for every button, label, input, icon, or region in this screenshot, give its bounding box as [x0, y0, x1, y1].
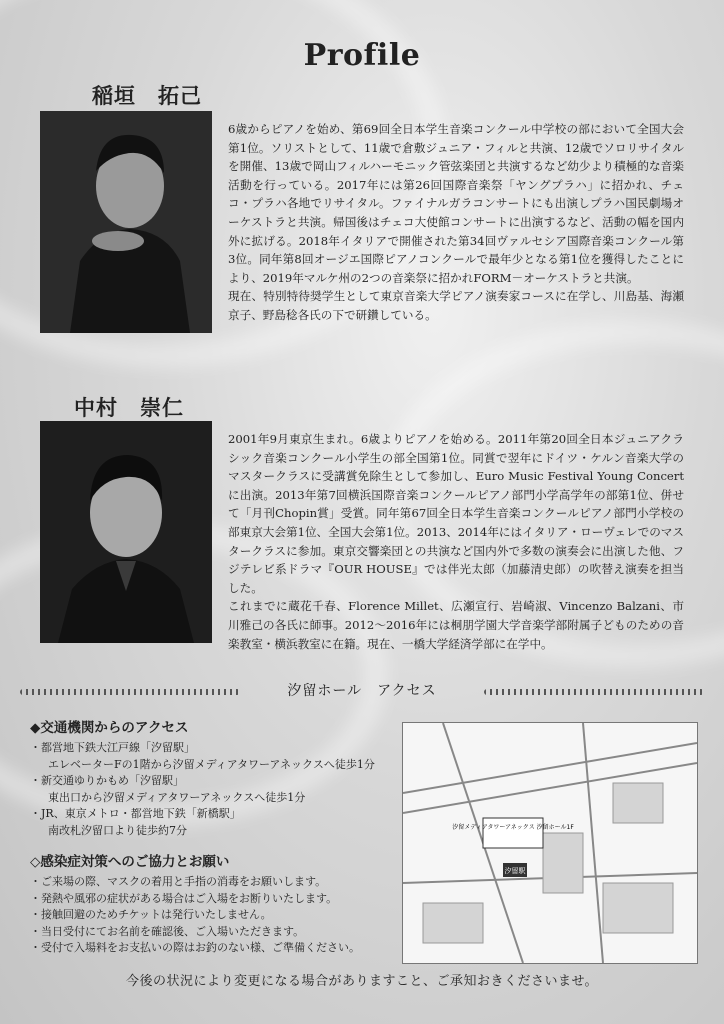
page-title: Profile: [303, 38, 421, 73]
list-item: エレベーターFの1階から汐留メディアタワーアネックスへ徒歩1分: [48, 757, 375, 771]
transport-heading: ◆交通機関からのアクセス: [30, 720, 189, 736]
performer-bio: [228, 430, 684, 653]
covid-list: [30, 874, 400, 957]
list-item: 東出口から汐留メディアタワーアネックスへ徒歩1分: [48, 790, 306, 804]
list-item: ・都営地下鉄大江戸線「汐留駅」: [30, 741, 195, 754]
access-map: [402, 722, 698, 964]
footer-note: 今後の状況により変更になる場合がありますこと、ご承知おきくださいませ。: [125, 974, 599, 989]
list-item: ・新交通ゆりかもめ「汐留駅」: [30, 774, 184, 787]
access-heading: 汐留ホール アクセス: [287, 683, 437, 699]
list-item: ・接触回避のためチケットは発行いたしません。: [30, 908, 272, 921]
performer-photo: [40, 421, 212, 643]
bio-paragraph: 現在、特別特待奨学生として東京音楽大学ピアノ演奏家コースに在学し、川島基、海瀬京子、野島稔各氏の下で研鑽している。: [228, 289, 684, 322]
performer-photo: [40, 111, 212, 333]
list-item: ・JR、東京メトロ・都営地下鉄「新橋駅」: [30, 807, 241, 820]
bio-paragraph: 2001年9月東京生まれ。6歳よりピアノを始める。2011年第20回全日本ジュニアクラシック音楽コンクール小学生の部全国第1位。同賞で翌年にドイツ・ケルン音楽大学のマスタークラスに受講賞免除生として参加し、Euro Music Festival Young Concertに出演。2013年第7回横浜国際音楽コンクールピアノ部門小学高学年の部第1位、併せて「月刊Chopin賞」受賞。同年第67回全日本学生音楽コンクールピアノ部門小学校の部東京大会第1位、全国大会第1位。2013、2014年にはイタリア・ローヴェレでのマスタークラスに参加。東京交響楽団との共演など国内外で多数の演奏会に出演した他、フジテレビ系ドラマ『OUR HOUSE』では伴光太郎（加藤清史郎）の吹替え演奏を担当した。: [228, 432, 684, 595]
list-item: ・当日受付にてお名前を確認後、ご入場いただきます。: [30, 924, 305, 938]
performer-bio: [228, 120, 684, 325]
covid-heading: ◇感染症対策へのご協力とお願い: [30, 854, 230, 870]
list-item: ・ご来場の際、マスクの着用と手指の消毒をお願いします。: [30, 875, 327, 888]
list-item: ・受付で入場料をお支払いの際はお釣のない様、ご準備ください。: [30, 941, 360, 954]
map-hall-label: 汐留メディアタワーアネックス 汐留ホール1F: [452, 824, 574, 831]
bio-paragraph: 6歳からピアノを始め、第69回全日本学生音楽コンクール中学校の部において全国大会第1位。ソリストとして、11歳で倉敷ジュニア・フィルと共演、12歳でソロリサイタルを開催、13歳で岡山フィルハーモニック管弦楽団と共演するなど幼少より積極的な音楽活動を行っている。2017年には第26回国際音楽祭「ヤングプラハ」に招かれ、チェコ・プラハ各地でリサイタル。ファイナルガラコンサートにも出演しプラハ国民劇場オーケストラと共演。帰国後はチェコ大使館コンサートに出演するなど、活動の幅を国内外に拡げる。2018年イタリアで開催された第34回ヴァルセシア国際音楽コンクール第3位。同年第8回オージエ国際ピアノコンクールで最年少となる第1位を獲得したことにより、2019年マルケ州の2つの音楽祭に招かれFORM－オーケストラと共演。: [228, 122, 684, 285]
map-station-label: 汐留駅: [504, 867, 526, 875]
bio-paragraph: これまでに蔵花千春、Florence Millet、広瀬宣行、岩崎淑、Vincenzo Balzani、市川雅己の各氏に師事。2012～2016年には桐朋学園大学音楽学部附属子どものための音楽教室・横浜教室に在籍。現在、一橋大学経済学部に在学中。: [228, 599, 684, 651]
list-item: ・発熱や風邪の症状がある場合はご入場をお断りいたします。: [30, 891, 338, 905]
performer-name: 稲垣 拓己: [92, 83, 202, 108]
transport-list: [30, 740, 400, 839]
list-item: 南改札汐留口より徒歩約7分: [48, 823, 187, 837]
ornament-line: [484, 689, 704, 695]
access-divider: [20, 680, 704, 704]
performer-name: 中村 崇仁: [74, 395, 184, 420]
